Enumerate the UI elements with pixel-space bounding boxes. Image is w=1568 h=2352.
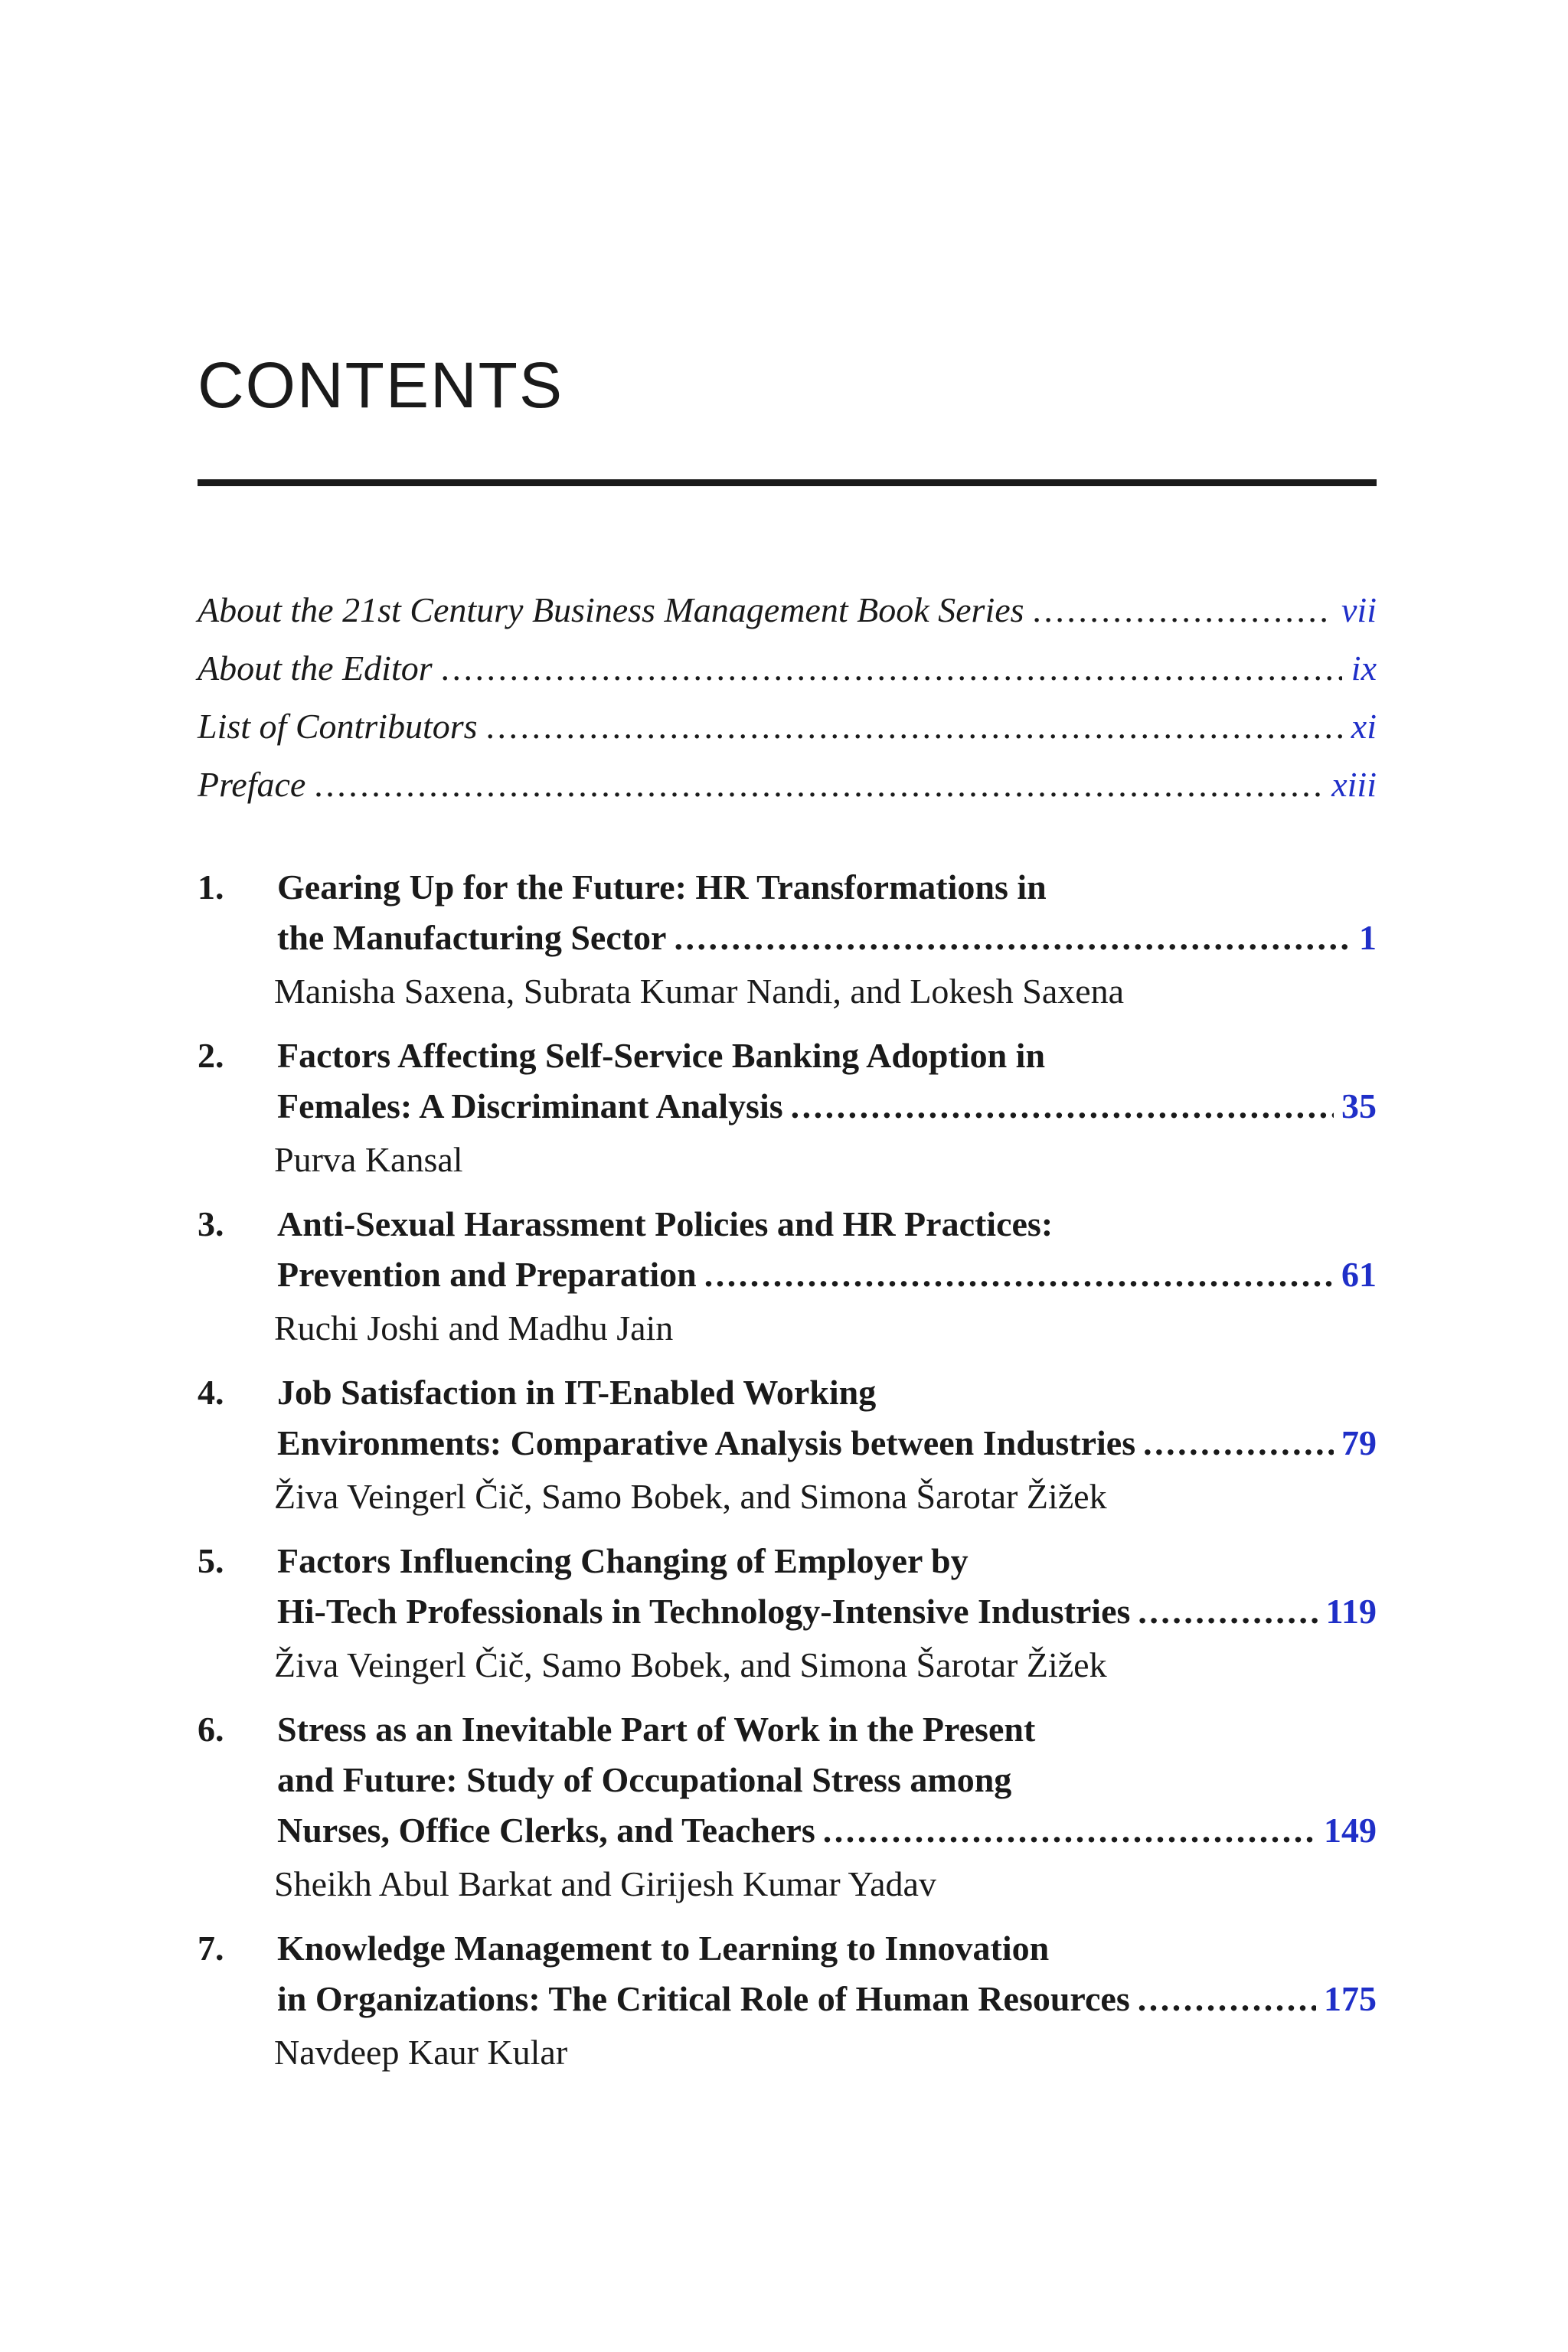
- chapter-number: 7.: [198, 1929, 224, 1968]
- toc-entry-title: Preface: [198, 765, 306, 804]
- page-title: CONTENTS: [198, 349, 564, 422]
- dot-leader: [315, 764, 1322, 805]
- chapter-title-line: Stress as an Inevitable Part of Work in the Present: [277, 1710, 1036, 1749]
- chapter-title-line: Factors Affecting Self-Service Banking Adoption in: [277, 1036, 1046, 1075]
- chapter-list: [198, 862, 1377, 2092]
- chapter-title-lastline: [277, 1418, 1377, 1468]
- chapter-number: 6.: [198, 1710, 224, 1749]
- chapter-number: 3.: [198, 1204, 224, 1243]
- chapter-title-line: Nurses, Office Clerks, and Teachers: [277, 1811, 815, 1850]
- page-number-link[interactable]: 175: [1324, 1979, 1377, 2018]
- chapter-entry-2[interactable]: [198, 1031, 1377, 1188]
- chapter-title-lastline: [277, 1250, 1377, 1300]
- page-number-link[interactable]: 149: [1324, 1811, 1377, 1850]
- chapter-number: 4.: [198, 1373, 224, 1412]
- toc-entry-title: About the Editor: [198, 648, 433, 688]
- chapter-number: 1.: [198, 867, 224, 906]
- page-number-link[interactable]: 79: [1341, 1423, 1377, 1462]
- title-divider: [198, 479, 1377, 486]
- dot-leader: [1034, 590, 1332, 630]
- page-number-link[interactable]: xiii: [1331, 765, 1377, 804]
- chapter-title-line: Environments: Comparative Analysis between Industries: [277, 1423, 1136, 1462]
- chapter-title-line: Knowledge Management to Learning to Innovation: [277, 1929, 1050, 1968]
- chapter-number: 2.: [198, 1036, 224, 1075]
- page-number-link[interactable]: 119: [1325, 1592, 1377, 1631]
- front-matter-list: [198, 590, 1377, 822]
- chapter-title-line: Females: A Discriminant Analysis: [277, 1086, 783, 1125]
- chapter-title-line: the Manufacturing Sector: [277, 918, 667, 957]
- toc-entry-title: List of Contributors: [198, 707, 478, 746]
- chapter-authors: Manisha Saxena, Subrata Kumar Nandi, and Lokesh Saxena: [274, 972, 1125, 1011]
- chapter-title-line: and Future: Study of Occupational Stress among: [277, 1760, 1012, 1799]
- chapter-entry-4[interactable]: [198, 1367, 1377, 1525]
- chapter-title-line: Prevention and Preparation: [277, 1255, 697, 1294]
- chapter-title-lastline: [277, 1974, 1377, 2024]
- page-number-link[interactable]: ix: [1351, 648, 1377, 688]
- chapter-title-line: Anti-Sexual Harassment Policies and HR Practices:: [277, 1204, 1054, 1243]
- toc-entry-title: About the 21st Century Business Management Book Series: [198, 590, 1024, 629]
- dot-leader: [487, 706, 1342, 746]
- chapter-authors: Navdeep Kaur Kular: [274, 2033, 568, 2072]
- page-number-link[interactable]: xi: [1351, 707, 1377, 746]
- dot-leader: [704, 1250, 1334, 1300]
- chapter-entry-3[interactable]: [198, 1199, 1377, 1357]
- chapter-number: 5.: [198, 1541, 224, 1580]
- toc-entry-contributors[interactable]: [198, 706, 1377, 764]
- dot-leader: [823, 1805, 1316, 1856]
- page-number-link[interactable]: 35: [1341, 1086, 1377, 1125]
- page-number-link[interactable]: 1: [1359, 918, 1377, 957]
- chapter-authors: Ruchi Joshi and Madhu Jain: [274, 1308, 674, 1348]
- dot-leader: [674, 913, 1351, 963]
- chapter-entry-7[interactable]: [198, 1923, 1377, 2081]
- chapter-title-lastline: [277, 913, 1377, 963]
- chapter-entry-6[interactable]: [198, 1704, 1377, 1913]
- toc-entry-preface[interactable]: [198, 764, 1377, 822]
- chapter-authors: Živa Veingerl Čič, Samo Bobek, and Simona Šarotar Žižek: [274, 1645, 1107, 1684]
- dot-leader: [442, 648, 1342, 688]
- chapter-authors: Purva Kansal: [274, 1140, 463, 1179]
- toc-entry-editor[interactable]: [198, 648, 1377, 706]
- chapter-title-lastline: [277, 1081, 1377, 1132]
- chapter-title-line: Gearing Up for the Future: HR Transformations in: [277, 867, 1047, 906]
- chapter-authors: Živa Veingerl Čič, Samo Bobek, and Simona Šarotar Žižek: [274, 1477, 1107, 1516]
- page-number-link[interactable]: vii: [1341, 590, 1377, 629]
- chapter-entry-1[interactable]: [198, 862, 1377, 1020]
- chapter-title-lastline: [277, 1805, 1377, 1856]
- page-number-link[interactable]: 61: [1341, 1255, 1377, 1294]
- dot-leader: [1143, 1418, 1334, 1468]
- chapter-title-line: Factors Influencing Changing of Employer by: [277, 1541, 969, 1580]
- toc-entry-series[interactable]: [198, 590, 1377, 648]
- chapter-title-line: Hi-Tech Professionals in Technology-Intensive Industries: [277, 1592, 1131, 1631]
- chapter-authors: Sheikh Abul Barkat and Girijesh Kumar Yadav: [274, 1864, 936, 1903]
- chapter-title-line: Job Satisfaction in IT-Enabled Working: [277, 1373, 877, 1412]
- chapter-title-line: in Organizations: The Critical Role of Human Resources: [277, 1979, 1130, 2018]
- chapter-title-lastline: [277, 1586, 1377, 1637]
- chapter-entry-5[interactable]: [198, 1536, 1377, 1694]
- dot-leader: [1138, 1586, 1318, 1637]
- dot-leader: [791, 1081, 1334, 1132]
- dot-leader: [1138, 1974, 1316, 2024]
